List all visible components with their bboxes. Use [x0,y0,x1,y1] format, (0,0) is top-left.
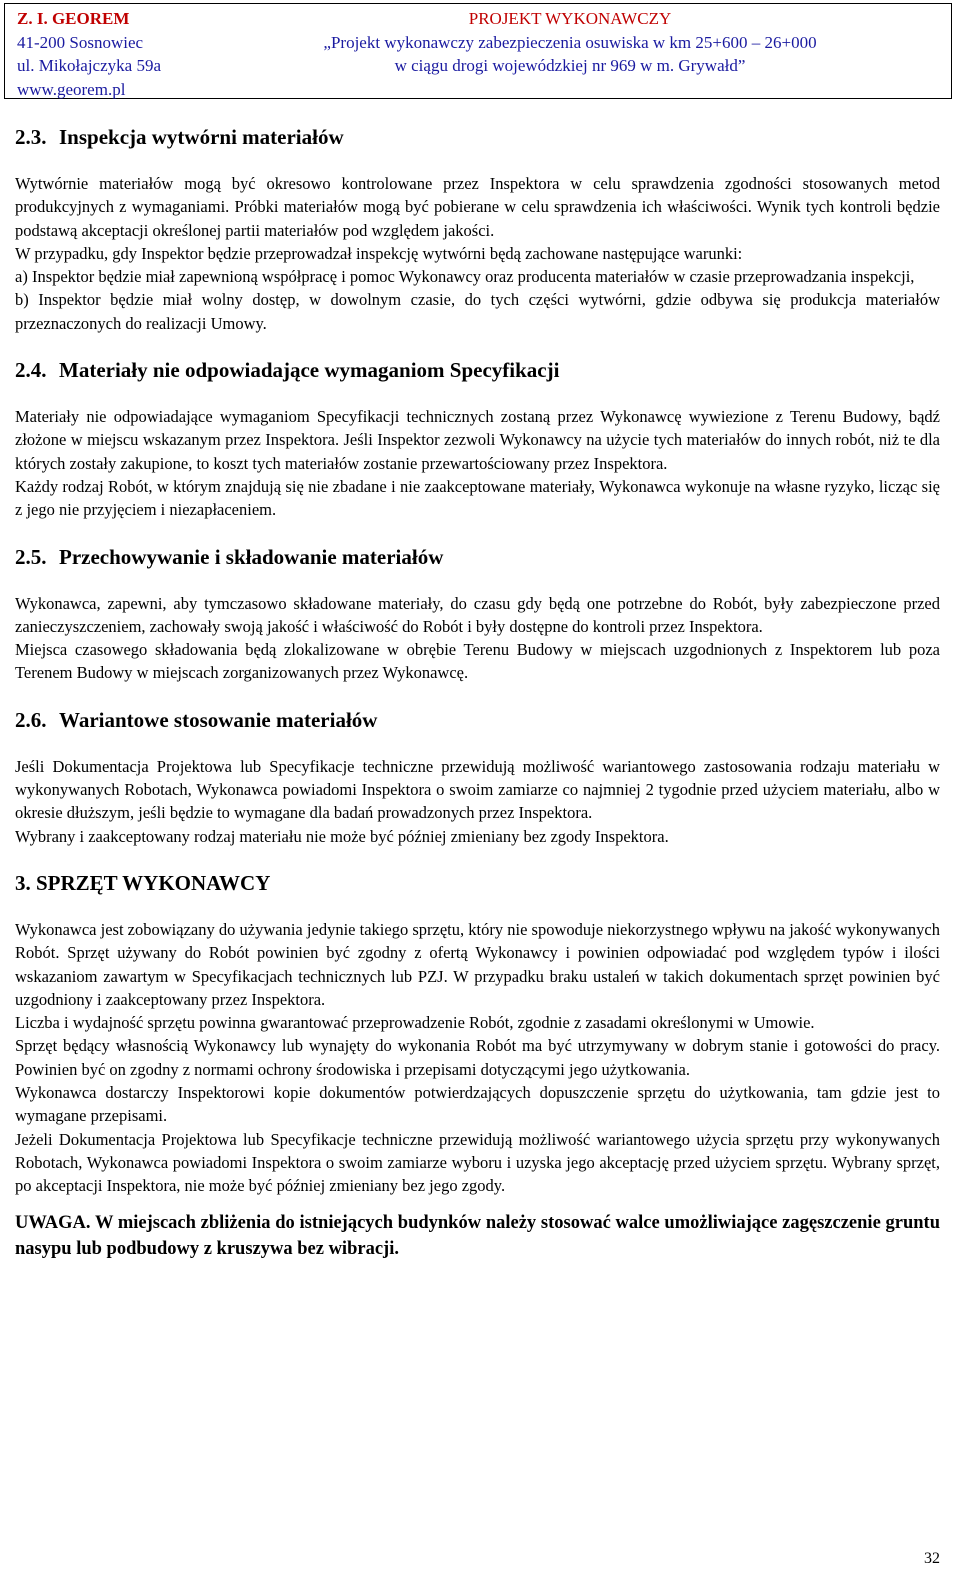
paragraph: Liczba i wydajność sprzętu powinna gwarantować przeprowadzenie Robót, zgodnie z zasadami określonymi w Umowie. [15,1013,815,1033]
project-title-line1: „Projekt wykonawczy zabezpieczenia osuwiska w km 25+600 – 26+000 [323,32,817,52]
paragraph: a) Inspektor będzie miał zapewnioną współpracę i pomoc Wykonawcy oraz producenta materiałów w czasie przeprowadzania inspekcji, [15,267,915,287]
company-address-line1: 41-200 Sosnowiec [17,32,144,52]
section-heading-2-3 [15,122,940,152]
section-title: Przechowywanie i składowanie materiałów [59,544,444,569]
paragraph: Materiały nie odpowiadające wymaganiom Specyfikacji technicznych zostaną przez Wykonawcę wywiezione z Terenu Budowy, bądź złożone w miejscu wskazanym przez Inspektora. Jeśli Inspektor zezwoli Wykonawcy na użycie tych materiałów do innych robót, niż te dla których zostały zakupione, to koszt tych materiałów zostanie przewartościowany przez Inspektora. [15,407,940,473]
section-number: 2.5. [15,544,47,569]
paragraph: Sprzęt będący własnością Wykonawcy lub wynajęty do wykonania Robót ma być utrzymywany w dobrym stanie i gotowości do pracy. Powinien być on zgodny z normami ochrony środowiska i przepisami dotyczącymi jego użytkowania. [15,1036,940,1079]
warning-note: UWAGA. W miejscach zbliżenia do istniejących budynków należy stosować walce umożliwiające zagęszczenie gruntu nasypu lub podbudowy z kruszywa bez wibracji. [15,1212,940,1259]
project-block [257,7,883,78]
paragraph: Jeżeli Dokumentacja Projektowa lub Specyfikacje techniczne przewidują możliwość wariantowego użycia sprzętu przy wykonywanych Robotach, Wykonawca powiadomi Inspektora o swoim zamiarze wyboru i uzyska jego akceptację przed użyciem sprzętu. Wybrany sprzęt, po akceptacji Inspektora, nie może być później zmieniany bez jego zgody. [15,1129,940,1196]
page-number: 32 [924,1550,940,1567]
paragraph: Wykonawca, zapewni, aby tymczasowo składowane materiały, do czasu gdy będą one potrzebne do Robót, były zabezpieczone przed zanieczyszczeniem, zachowały swoją jakość i właściwość do Robót i były dostępne do kontroli przez Inspektora. [15,593,940,636]
section-title: Inspekcja wytwórni materiałów [59,125,344,149]
section-title: SPRZĘT WYKONAWCY [36,870,271,895]
section-heading-2-4 [15,355,940,385]
project-title-line2: w ciągu drogi wojewódzkiej nr 969 w m. Grywałd” [394,56,746,75]
document-body [15,122,940,1262]
company-website: www.georem.pl [17,79,126,99]
section-number: 3. [15,870,31,895]
paragraph: Jeśli Dokumentacja Projektowa lub Specyfikacje techniczne przewidują możliwość wariantowego zastosowania rodzaju materiału w wykonywanych Robotach, Wykonawca powiadomi Inspektora o swoim zamiarze co najmniej 2 tygodnie przed użyciem materiału, albo w okresie dłuższym, jeśli będzie to wymagane dla badań prowadzonych przez Inspektora. [15,756,940,823]
section-heading-2-6 [15,705,940,735]
paragraph: Wytwórnie materiałów mogą być okresowo kontrolowane przez Inspektora w celu sprawdzenia zgodności stosowanych metod produkcyjnych z wymaganiami. Próbki materiałów mogą być pobierane w celu sprawdzenia ich właściwości. Wynik tych kontroli będzie podstawą akceptacji określonej partii materiałów pod względem jakości. [15,174,940,240]
paragraph: b) Inspektor będzie miał wolny dostęp, w dowolnym czasie, do tych części wytwórni, gdzie odbywa się produkcja materiałów przeznaczonych do realizacji Umowy. [15,290,940,333]
company-block [17,7,161,101]
section-title: Materiały nie odpowiadające wymaganiom Specyfikacji [59,358,560,383]
paragraph: Wykonawca dostarczy Inspektorowi kopie dokumentów potwierdzających dopuszczenie sprzętu do użytkowania, tam gdzie jest to wymagane przepisami. [15,1083,940,1126]
section-number: 2.6. [15,707,47,732]
section-heading-2-5 [15,542,940,572]
document-type: PROJEKT WYKONAWCZY [468,9,672,28]
paragraph: W przypadku, gdy Inspektor będzie przeprowadzał inspekcję wytwórni będą zachowane następujące warunki: [15,243,743,263]
company-name: Z. I. GEOREM [17,9,130,28]
document-header [4,3,952,99]
company-address-line2: ul. Mikołajczyka 59a [17,56,161,75]
section-title: Wariantowe stosowanie materiałów [59,707,378,732]
section-number: 2.4. [15,358,47,383]
paragraph: Wybrany i zaakceptowany rodzaj materiału nie może być później zmieniany bez zgody Inspektora. [15,826,669,846]
paragraph: Wykonawca jest zobowiązany do używania jedynie takiego sprzętu, który nie spowoduje niekorzystnego wpływu na jakość wykonywanych Robót. Sprzęt używany do Robót powinien być zgodny z ofertą Wykonawcy i powinien odpowiadać pod względem typów i ilości wskazaniom zawartym w Specyfikacjach technicznych lub PZJ. W przypadku braku ustaleń w takich dokumentach sprzęt powinien być uzgodniony i zaakceptowany przez Inspektora. [15,919,940,1009]
section-number: 2.3. [15,125,47,149]
paragraph: Miejsca czasowego składowania będą zlokalizowane w obrębie Terenu Budowy w miejscach uzgodnionych z Inspektorem lub poza Terenem Budowy w miejscach zorganizowanych przez Wykonawcę. [15,640,940,683]
paragraph: Każdy rodzaj Robót, w którym znajdują się nie zbadane i nie zaakceptowane materiały, Wykonawca wykonuje na własne ryzyko, licząc się z jego nie przyjęciem i niezapłaceniem. [15,476,940,520]
section-heading-3 [15,868,940,898]
